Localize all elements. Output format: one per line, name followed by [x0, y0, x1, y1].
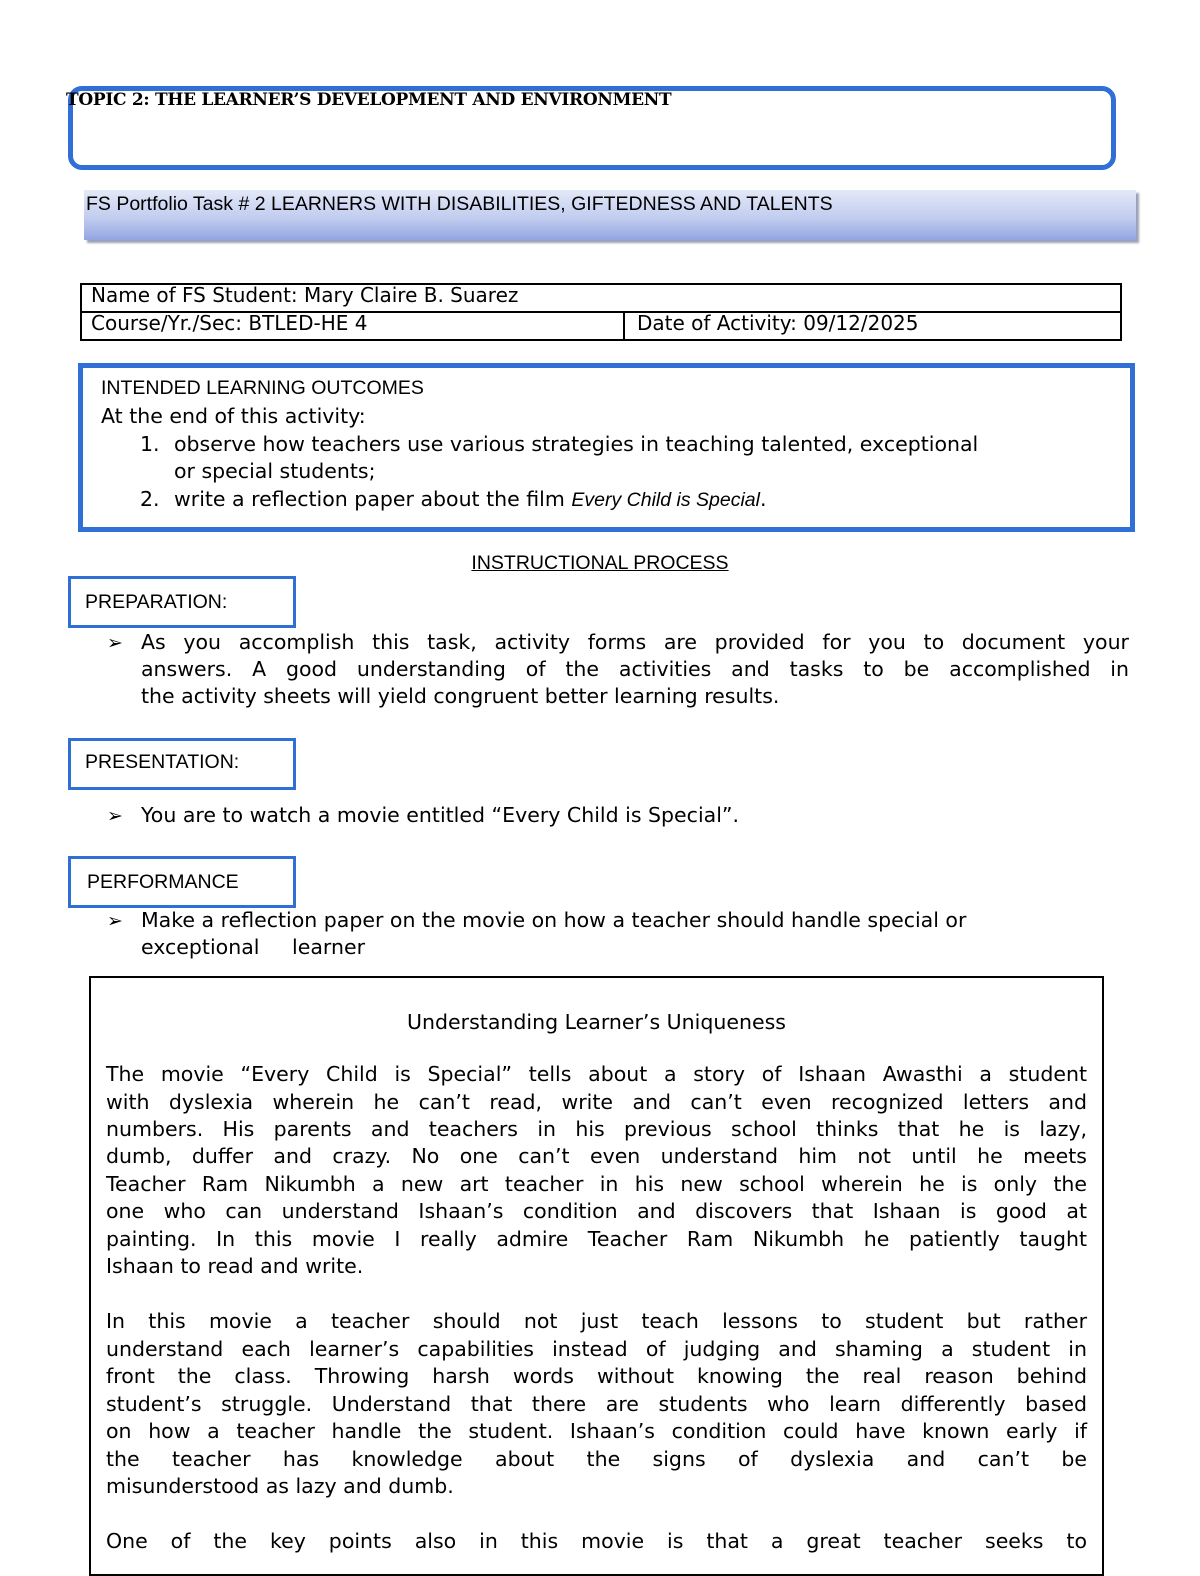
presentation-bullet-icon: ➢ — [107, 805, 123, 827]
info-divider — [623, 311, 625, 339]
info-row-name — [82, 285, 1120, 313]
presentation-label-box — [68, 738, 296, 790]
activity-date: Date of Activity: 09/12/2025 — [637, 311, 919, 335]
reflection-p1-line: one who can understand Ishaan’s condition and discovers that Ishaan is good at — [106, 1199, 1087, 1223]
preparation-line-2: answers. A good understanding of the activities and tasks to be accomplished in — [141, 657, 1129, 681]
reflection-p3-line: One of the key points also in this movie is that a great teacher seeks to — [106, 1529, 1087, 1553]
performance-line-2: exceptional learner — [141, 935, 365, 959]
ilo-item-2 — [174, 487, 766, 512]
learning-outcomes-box — [78, 363, 1135, 532]
reflection-p2-line: misunderstood as lazy and dumb. — [106, 1474, 454, 1498]
ilo-film-title: Every Child is Special — [571, 489, 760, 511]
presentation-line-1: You are to watch a movie entitled “Every Child is Special”. — [141, 803, 740, 827]
preparation-label-box — [68, 576, 296, 628]
course-section: Course/Yr./Sec: BTLED-HE 4 — [91, 311, 368, 335]
student-name: Name of FS Student: Mary Claire B. Suarez — [91, 283, 519, 307]
ilo-intro: At the end of this activity: — [101, 404, 366, 428]
topic-title: TOPIC 2: THE LEARNER’S DEVELOPMENT AND ENVIRONMENT — [66, 90, 672, 110]
preparation-label: PREPARATION: — [85, 591, 228, 613]
ilo-item-1-number: 1. — [140, 432, 160, 456]
preparation-line-1: As you accomplish this task, activity forms are provided for you to document your — [141, 630, 1129, 654]
reflection-p1-line: numbers. His parents and teachers in his previous school thinks that he is lazy, — [106, 1117, 1087, 1141]
reflection-p2-line: understand each learner’s capabilities instead of judging and shaming a student in — [106, 1337, 1087, 1361]
performance-label: PERFORMANCE — [87, 871, 239, 893]
reflection-p1-line: The movie “Every Child is Special” tells about a story of Ishaan Awasthi a student — [106, 1062, 1087, 1086]
student-info-table — [80, 283, 1122, 341]
instructional-process-heading — [0, 552, 1200, 575]
ilo-heading: INTENDED LEARNING OUTCOMES — [101, 377, 424, 399]
reflection-p2-line: the teacher has knowledge about the signs of dyslexia and can’t be — [106, 1447, 1087, 1471]
instructional-process-text: INSTRUCTIONAL PROCESS — [471, 552, 729, 574]
reflection-p2-line: front the class. Throwing harsh words without knowing the real reason behind — [106, 1364, 1087, 1388]
preparation-line-3: the activity sheets will yield congruent better learning results. — [141, 684, 780, 708]
preparation-bullet-icon: ➢ — [107, 632, 123, 654]
reflection-p1-line: Teacher Ram Nikumbh a new art teacher in his new school wherein he is only the — [106, 1172, 1087, 1196]
reflection-title: Understanding Learner’s Uniqueness — [407, 1010, 786, 1034]
reflection-p2-line: student’s struggle. Understand that there are students who learn differently based — [106, 1392, 1087, 1416]
ilo-item-2-end: . — [759, 487, 767, 511]
performance-label-box — [68, 856, 296, 908]
ilo-item-1-line-1: observe how teachers use various strategies in teaching talented, exceptional — [174, 432, 979, 456]
reflection-p2-line: on how a teacher handle the student. Ishaan’s condition could have known early if — [106, 1419, 1087, 1443]
task-title: FS Portfolio Task # 2 LEARNERS WITH DISABILITIES, GIFTEDNESS AND TALENTS — [86, 193, 833, 215]
ilo-item-2-text: write a reflection paper about the film — [174, 487, 572, 511]
reflection-p1-line: Ishaan to read and write. — [106, 1254, 364, 1278]
reflection-p1-line: with dyslexia wherein he can’t read, write and can’t even recognized letters and — [106, 1090, 1087, 1114]
reflection-p2-line: In this movie a teacher should not just teach lessons to student but rather — [106, 1309, 1087, 1333]
ilo-item-1-line-2: or special students; — [174, 459, 376, 483]
performance-bullet-icon: ➢ — [107, 910, 123, 932]
presentation-label: PRESENTATION: — [85, 751, 240, 773]
ilo-item-2-number: 2. — [140, 487, 160, 511]
reflection-p1-line: dumb, duffer and crazy. No one can’t even understand him not until he meets — [106, 1144, 1087, 1168]
reflection-p1-line: painting. In this movie I really admire Teacher Ram Nikumbh he patiently taught — [106, 1227, 1087, 1251]
performance-line-1: Make a reflection paper on the movie on how a teacher should handle special or — [141, 908, 967, 932]
